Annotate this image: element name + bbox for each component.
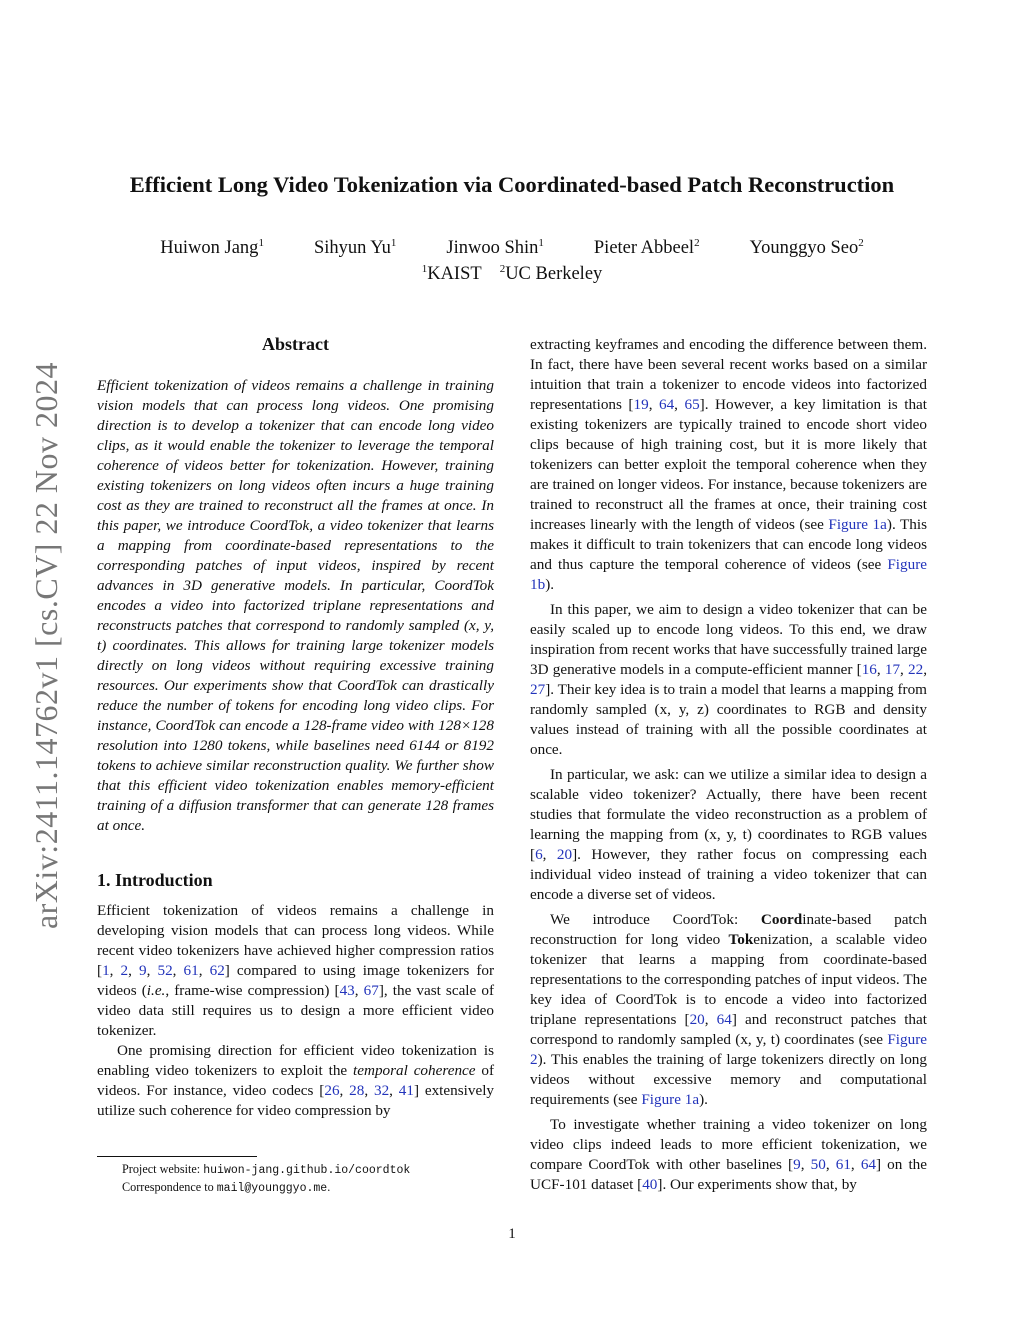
affiliation-1: $^1$KAIST [421,263,482,284]
affiliation-list [0,264,1024,285]
intro-paragraph-4: In particular, we ask: can we utilize a similar idea to design a scalable video tokenizer? Actually, there have been recent studies that formulate the video reconstruction as a problem of learning the mapping from (x, y, t) coordinates to RGB values [6, 20]. However, they rather focus on compressing each individual video instead of training a video tokenizer that can encode a diverse set of videos. [530,766,928,903]
citation-link[interactable]: 61 [183,962,199,979]
contact-email-link[interactable]: mail@younggyo.me [216,1182,328,1195]
citation-link[interactable]: 16 [861,661,877,678]
page-number: 1 [508,1226,516,1242]
citation-link[interactable]: 43 [339,982,355,999]
citation-link[interactable]: 64 [860,1156,876,1173]
intro-paragraph-2: One promising direction for efficient video tokenization is enabling video tokenizers to exploit the temporal coherence of videos. For instance, video codecs [26, 28, 32, 41] extensively utilize such coherence for video compression by [97,1042,495,1119]
citation-link[interactable]: 17 [884,661,901,678]
footnotes [122,1161,410,1197]
intro-paragraph-1: Efficient tokenization of videos remains a challenge in developing vision models that can process long videos. While recent video tokenizers have achieved higher compression ratios [1, 2, 9, 52, 61, 62] compared to using image tokenizers for videos (i.e., frame-wise compression) [43, 67], the vast scale of video data still requires us to design a more efficient video tokenizer. [97,902,495,1039]
citation-link[interactable]: 64 [658,396,675,413]
figure-1b-link[interactable]: Figure 1b [530,556,927,593]
footnote-contact: Correspondence to mail@younggyo.me. [122,1180,331,1195]
intro-paragraph-2-continued: extracting keyframes and encoding the difference between them. In fact, there have been several recent works based on a similar intuition that train a tokenizer to encode videos into factorized representations [19, 64, 65]. However, a key limitation is that existing tokenizers are typically trained to encode short video clips because of high training cost, but it is more likely that tokenizers can better exploit the temporal coherence when they are trained on longer videos. For instance, because tokenizers are trained to reconstruct all the frames at once, their training cost increases linearly with the length of videos (see Figure 1a). This makes it difficult to train tokenizers that can encode long videos and thus capture the temporal coherence of videos (see Figure 1b). [530,336,927,593]
footnote-rule [97,1156,257,1157]
citation-link[interactable]: 26 [324,1082,340,1099]
citation-link[interactable]: 27 [530,681,546,698]
citation-link[interactable]: 6 [535,846,543,863]
right-column [530,335,927,1195]
citation-link[interactable]: 20 [689,1011,705,1028]
citation-link[interactable]: 50 [810,1156,826,1173]
intro-paragraph-5: We introduce CoordTok: Coordinate-based patch reconstruction for long video Tokenization, a scalable video tokenizer that learns a mapping from coordinate-based representations to the corresponding patches of input videos. The key idea of CoordTok is to encode a video into factorized triplane representations [20, 64] and reconstruct patches that correspond to randomly sampled (x, y, t) coordinates (see Figure 2). This enables the training of large tokenizers directly on long videos without excessive memory and computational requirements (see Figure 1a). [530,911,928,1108]
citation-link[interactable]: 19 [633,396,649,413]
intro-paragraph-3: In this paper, we aim to design a video tokenizer that can be easily scaled up to encode long videos. To this end, we draw inspiration from recent works that have successfully trained large 3D generative models in a compute-efficient manner [16, 17, 22, 27]. Their key idea is to train a model that learns a mapping from randomly sampled (x, y, z) coordinates to RGB and density values instead of training with all the possible coordinates at once. [530,601,927,758]
citation-link[interactable]: 52 [157,962,173,979]
citation-link[interactable]: 62 [209,962,225,979]
author-4: Pieter Abbeel$^2$ [593,237,700,258]
citation-link[interactable]: 1 [102,962,110,979]
citation-link[interactable]: 32 [373,1082,390,1099]
section-heading-introduction: 1. Introduction [97,870,213,890]
citation-link[interactable]: 20 [556,846,573,863]
author-2: Sihyun Yu$^1$ [313,237,397,258]
citation-link[interactable]: 61 [835,1156,851,1173]
intro-paragraph-6: To investigate whether training a video tokenizer on long video clips indeed leads to more efficient tokenization, we compare CoordTok with other baselines [9, 50, 61, 64] on the UCF-101 dataset [40]. Our experiments show that, by [530,1116,928,1193]
arxiv-side-identifier [18,345,76,945]
citation-link[interactable]: 9 [139,962,147,979]
citation-link[interactable]: 67 [363,982,379,999]
arxiv-id-text: arXiv:2411.14762v1 [cs.CV] 22 Nov 2024 [28,361,65,929]
left-column [97,333,494,1121]
author-5: Younggyo Seo$^2$ [749,237,864,258]
abstract-text: Efficient tokenization of videos remains a challenge in training vision models that can process long videos. One promising direction is to develop a tokenizer that can encode long video clips, as it would enable the tokenizer to leverage the temporal coherence of videos better for tokenization. However, training existing tokenizers on long videos often incurs a huge training cost as they are trained to reconstruct all the frames at once. In this paper, we introduce CoordTok, a video tokenizer that learns a mapping from coordinate-based representations to the corresponding patches of input videos, inspired by recent advances in 3D generative models. In particular, CoordTok encodes a video into factorized triplane representations and reconstructs patches that correspond to randomly sampled (x, y, t) coordinates. This allows for training large tokenizer models directly on long videos without requiring excessive training resources. Our experiments show that CoordTok can drastically reduce the number of tokens for encoding long video clips. For instance, CoordTok can encode a 128-frame video with 128×128 resolution into 1280 tokens, while baselines need 6144 or 8192 tokens to achieve similar reconstruction quality. We further show that this efficient video tokenization enables memory-efficient training of a diffusion transformer that can generate 128 frames at once. [97,377,494,834]
footnote-website: Project website: huiwon-jang.github.io/coordtok [122,1162,411,1177]
citation-link[interactable]: 65 [684,396,700,413]
citation-link[interactable]: 28 [349,1082,365,1099]
author-list [0,238,1024,259]
project-website-link[interactable]: huiwon-jang.github.io/coordtok [203,1164,411,1177]
citation-link[interactable]: 22 [908,661,924,678]
paper-title: Efficient Long Video Tokenization via Coordinated-based Patch Reconstruction [129,172,895,197]
citation-link[interactable]: 64 [716,1011,732,1028]
figure-1a-link[interactable]: Figure 1a [641,1091,700,1108]
citation-link[interactable]: 9 [793,1156,801,1173]
citation-link[interactable]: 40 [642,1176,658,1193]
affiliation-2: $^2$UC Berkeley [499,263,603,284]
figure-2-link[interactable]: Figure 2 [530,1031,927,1068]
author-3: Jinwoo Shin$^1$ [446,237,544,258]
abstract-heading: Abstract [262,334,329,354]
citation-link[interactable]: 41 [398,1082,414,1099]
citation-link[interactable]: 2 [120,962,129,979]
figure-1a-link[interactable]: Figure 1a [828,516,887,533]
author-1: Huiwon Jang$^1$ [160,237,264,258]
